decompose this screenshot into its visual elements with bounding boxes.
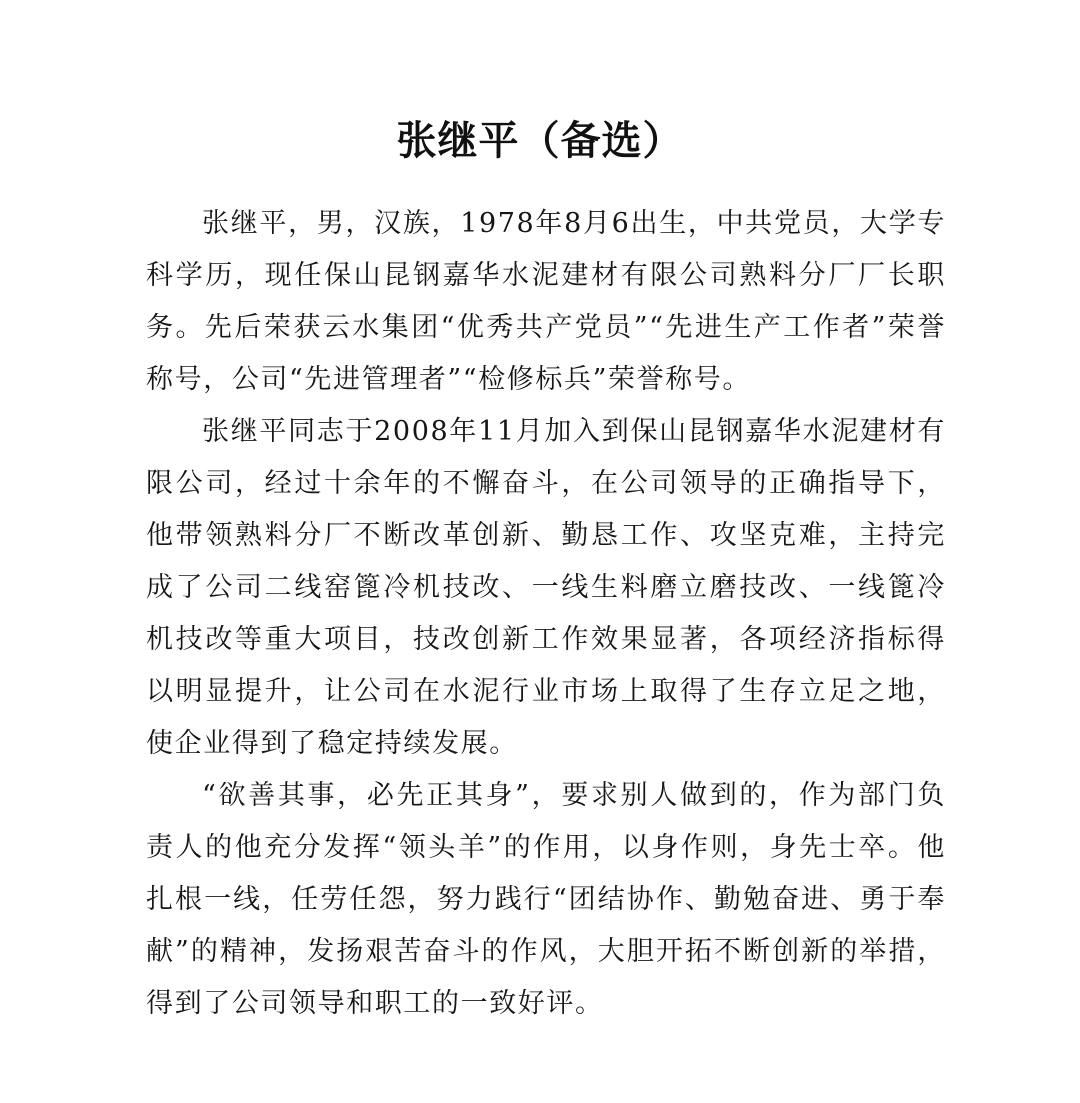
- paragraph-achievements: 张继平同志于2008年11月加入到保山昆钢嘉华水泥建材有限公司，经过十余年的不懈奋斗，在公司领导的正确指导下，他带领熟料分厂不断改革创新、勤恳工作、攻坚克难，主持完成了公司二线窑篦冷机技改、一线生料磨立磨技改、一线篦冷机技改等重大项目，技改创新工作效果显著，各项经济指标得以明显提升，让公司在水泥行业市场上取得了生存立足之地，使企业得到了稳定持续发展。: [146, 416, 946, 759]
- document-body: [146, 198, 946, 1030]
- paragraph-leadership: “欲善其事，必先正其身”，要求别人做到的，作为部门负责人的他充分发挥“领头羊”的作用，以身作则，身先士卒。他扎根一线，任劳任怨，努力践行“团结协作、勤勉奋进、勇于奉献”的精神，发扬艰苦奋斗的作风，大胆开拓不断创新的举措，得到了公司领导和职工的一致好评。: [146, 780, 946, 1019]
- paragraph-biography: 张继平，男，汉族，1978年8月6出生，中共党员，大学专科学历，现任保山昆钢嘉华水泥建材有限公司熟料分厂厂长职务。先后荣获云水集团“优秀共产党员”“先进生产工作者”荣誉称号，公司“先进管理者”“检修标兵”荣誉称号。: [146, 208, 946, 395]
- document-title: 张继平（备选）: [396, 117, 684, 164]
